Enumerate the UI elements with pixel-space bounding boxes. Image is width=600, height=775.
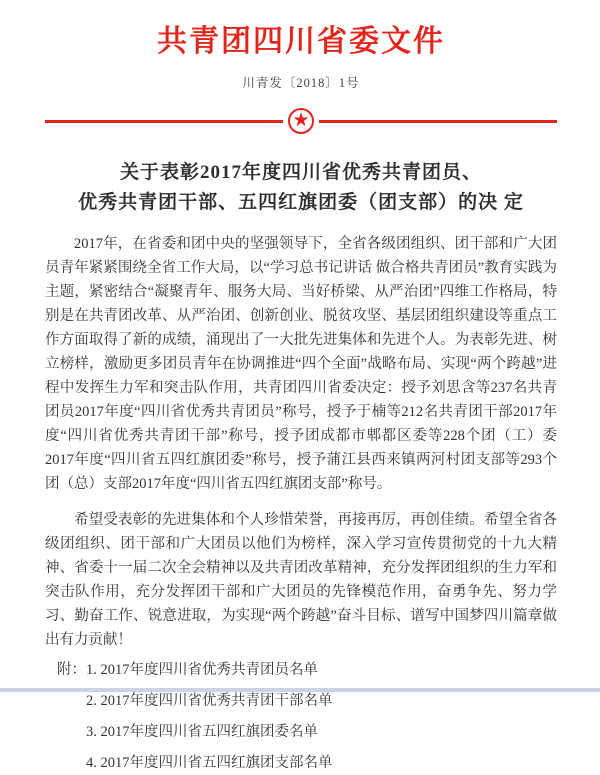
attachments-list <box>45 658 557 775</box>
attachment-row <box>45 751 557 775</box>
attachment-item-1: 1. 2017年度四川省优秀共青团员名单 <box>86 662 318 678</box>
star-icon: ★ <box>292 109 310 131</box>
divider-line-left <box>45 120 283 123</box>
attachment-item-2: 2. 2017年度四川省优秀共青团干部名单 <box>86 693 333 709</box>
document-title-line1: 关于表彰2017年度四川省优秀共青团员、 <box>119 162 482 183</box>
document-title-line2: 优秀共青团干部、五四红旗团委（团支部）的决 定 <box>78 192 524 213</box>
document-number: 川青发〔2018〕1号 <box>242 76 360 90</box>
bottom-border-line <box>0 688 600 692</box>
body-paragraph-1: 2017年，在省委和团中央的坚强领导下，全省各级团组织、团干部和广大团员青年紧紧围绕全省工作大局，以“学习总书记讲话 做合格共青团员”教育实践为主题，紧密结合“凝聚青年、服务大局、当好桥梁、从严治团”四维工作格局，特别是在共青团改革、从严治团、创新创业、脱贫攻坚、基层团组织建设等重点工作方面取得了新的成绩，涌现出了一大批先进集体和先进个人。为表彰先进、树立榜样，激励更多团员青年在协调推进“四个全面”战略布局、实现“两个跨越”进程中发挥生力军和突击队作用，共青团四川省委决定：授予刘思含等237名共青团员2017年度“四川省优秀共青团员”称号，授予于楠等212名共青团干部2017年度“四川省优秀共青团干部”称号，授予团成都市郫都区委等228个团（工）委2017年度“四川省五四红旗团委”称号，授予蒲江县西来镇两河村团支部等293个团（总）支部2017年度“四川省五四红旗团支部”称号。 <box>45 236 557 492</box>
attachment-row <box>45 720 557 744</box>
attachments-label: 附： <box>57 662 86 678</box>
attachment-item-3: 3. 2017年度四川省五四红旗团委名单 <box>86 724 318 740</box>
document-header-title: 共青团四川省委文件 <box>157 25 445 58</box>
attachment-row <box>45 689 557 713</box>
red-divider <box>45 106 557 136</box>
document-title <box>45 158 557 218</box>
attachment-item-4: 4. 2017年度四川省五四红旗团支部名单 <box>86 755 333 771</box>
divider-line-right <box>319 120 557 123</box>
body-paragraph-2: 希望受表彰的先进集体和个人珍惜荣誉，再接再厉，再创佳绩。希望全省各级团组织、团干部和广大团员以他们为榜样，深入学习宣传贯彻党的十九大精神、省委十一届二次全会精神以及共青团改革精神，充分发挥团组织的生力军和突击队作用，充分发挥团干部和广大团员的先锋模范作用，奋勇争先、努力学习、勤奋工作、锐意进取，为实现“两个跨越”奋斗目标、谱写中国梦四川篇章做出有力贡献！ <box>45 512 557 648</box>
attachment-row <box>45 658 557 682</box>
star-in-circle-icon <box>288 108 314 134</box>
